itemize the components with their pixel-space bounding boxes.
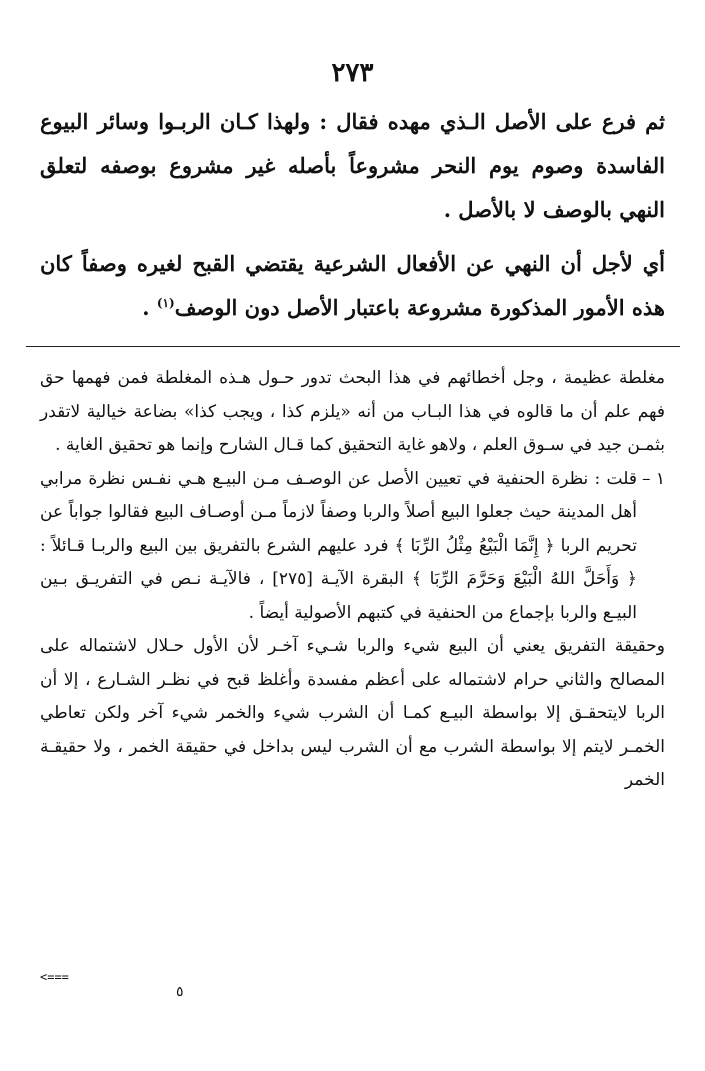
main-paragraph: [40, 242, 665, 330]
signature-mark: ٥: [176, 984, 184, 1000]
footnote-continuation: مغلطة عظيمة ، وجل أخطائهم في هذا البحث تدور حـول هـذه المغلطة فمن فهمها حق فهم علم أن ما قالوه في هذا البـاب من أنه «يلزم كذا ، ويجب كذا» بضاعة خيالية لاتقدر بثمـن جيد في سـوق العلم ، ولاهو غاية التحقيق كما قـال الشارح وإنما هو تحقيق الغاية .: [40, 368, 665, 455]
footnote-reference: (١): [156, 296, 175, 310]
footnotes: [40, 362, 665, 798]
footnote-paragraph: وحقيقة التفريق يعني أن البيع شيء والربا شـيء آخـر لأن الأول حـلال لاشتماله على المصالح والثاني حرام لاشتماله على أعظم مفسدة وأغلظ قبح في نظـر الشـارع ، إلا أن الربا لايتحقـق إلا بواسطة البيـع كمـا أن الشرب شيء والخمر شيء آخر ولكن تعاطي الخمـر لايتم إلا بواسطة الشرب مع أن الشرب ليس بداخل في حقيقة الخمر ، ولا حقيقـة الخمر: [40, 636, 665, 790]
footnote-1: [40, 463, 665, 631]
footnote-1-marker: ١ –: [641, 468, 665, 489]
main-paragraph-end: .: [142, 295, 157, 320]
main-text: [40, 100, 665, 330]
page-number: ٢٧٣: [331, 58, 374, 88]
footnote-divider: [26, 346, 680, 347]
continuation-marker: <===: [40, 970, 69, 984]
footnote-1-text: قلت : نظرة الحنفية في تعيين الأصل عن الوصـف مـن البيـع هـي نفـس نظرة مرابي أهل المدينة حيث جعلوا البيع أصلاً والربا وصفاً لازماً مـن أوصـاف البيع فقالوا جواباً عن تحريم الربا ﴿ إِنَّمَا الْبَيْعُ مِثْلُ الرِّبَا ﴾ فرد عليهم الشرع بالتفريق بين البيع والربـا قـائلاً : ﴿ وَأَحَلَّ اللهُ الْبَيْعَ وَحَرَّمَ الرِّبَا ﴾ البقرة الآيـة [٢٧٥] ، فالآيـة نـص في التفريـق بـين البيـع والربا بإجماع من الحنفية في كتبهم الأصولية أيضاً .: [40, 468, 638, 623]
main-paragraph-text: أي لأجل أن النهي عن الأفعال الشرعية يقتضي القبح لغيره وصفاً كان هذه الأمور المذكورة مشروعة باعتبار الأصل دون الوصف: [40, 251, 665, 320]
main-paragraph: ثم فرع على الأصل الـذي مهده فقال : ولهذا كـان الربـوا وسائر البيوع الفاسدة وصوم يوم النحر مشروعاً بأصله غير مشروع بوصفه لتعلق النهي بالوصف لا بالأصل .: [40, 109, 665, 222]
